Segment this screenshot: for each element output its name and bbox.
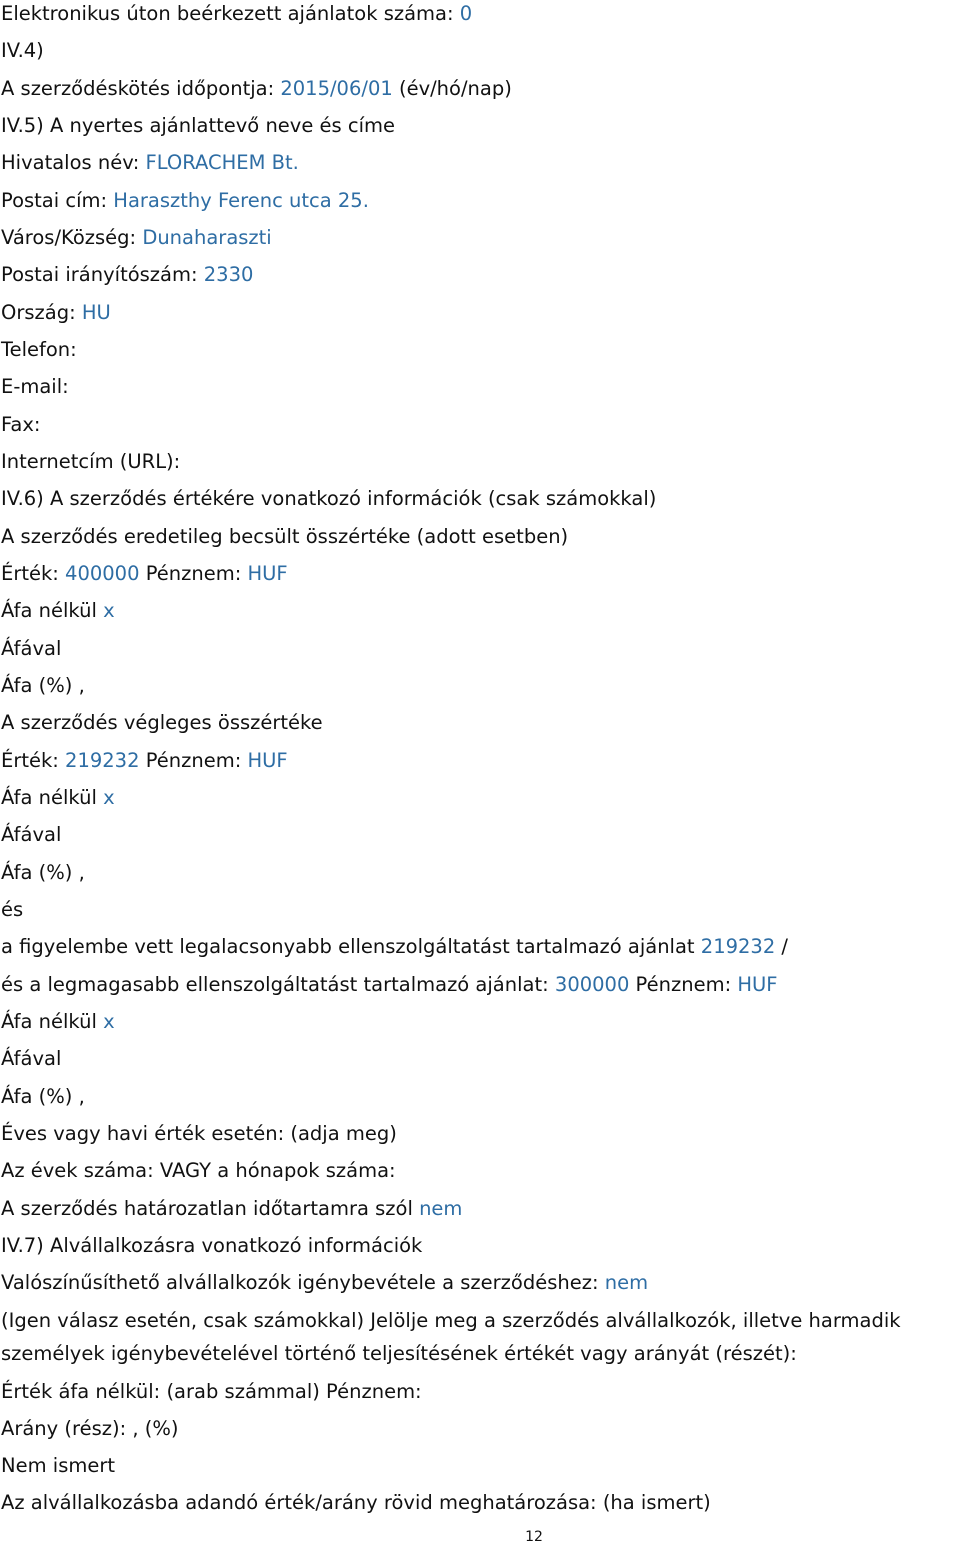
line-label: Hivatalos név: bbox=[1, 151, 146, 174]
document-line bbox=[1, 749, 288, 773]
line-label: Az alvállalkozásba adandó érték/arány rövid meghatározása: (ha ismert) bbox=[1, 1491, 711, 1514]
line-label: IV.7) Alvállalkozásra vonatkozó információk bbox=[1, 1234, 423, 1257]
document-line bbox=[1, 487, 656, 511]
document-line bbox=[1, 375, 69, 399]
line-label: Arány (rész): , (%) bbox=[1, 1417, 179, 1440]
document-line bbox=[1, 1122, 397, 1146]
line-label: Pénznem: bbox=[629, 973, 738, 996]
line-label: személyek igénybevételével történő teljesítésének értékét vagy arányát (részét): bbox=[1, 1342, 797, 1365]
document-line bbox=[1, 599, 115, 623]
document-line bbox=[1, 189, 369, 213]
document-line bbox=[1, 1454, 115, 1478]
line-label: Áfával bbox=[1, 823, 62, 846]
line-label: Nem ismert bbox=[1, 1454, 116, 1477]
document-line bbox=[1, 1417, 179, 1441]
document-line bbox=[1, 1271, 648, 1295]
document-line bbox=[1, 711, 323, 735]
document-line bbox=[1, 562, 288, 586]
line-value: 219232 bbox=[65, 749, 140, 772]
line-label: Áfa (%) , bbox=[1, 674, 85, 697]
line-label: Áfa nélkül bbox=[1, 1010, 104, 1033]
line-value: x bbox=[103, 1010, 115, 1033]
line-label: Pénznem: bbox=[139, 749, 248, 772]
line-label: Áfa (%) , bbox=[1, 1085, 85, 1108]
document-line bbox=[1, 935, 788, 959]
document-line bbox=[1, 301, 111, 325]
line-label: Postai cím: bbox=[1, 189, 114, 212]
line-value: x bbox=[103, 786, 115, 809]
line-label: Éves vagy havi érték esetén: (adja meg) bbox=[1, 1122, 397, 1145]
document-line bbox=[1, 1234, 422, 1258]
line-value: HUF bbox=[247, 749, 288, 772]
line-value: Dunaharaszti bbox=[142, 226, 272, 249]
line-label: (Igen válasz esetén, csak számokkal) Jelölje meg a szerződés alvállalkozók, illetve harmadik bbox=[1, 1309, 901, 1332]
document-line bbox=[1, 39, 44, 63]
document-line bbox=[1, 1342, 797, 1366]
line-label: Valószínűsíthető alvállalkozók igénybevétele a szerződéshez: bbox=[1, 1271, 605, 1294]
line-value: nem bbox=[604, 1271, 649, 1294]
line-label: Áfa (%) , bbox=[1, 861, 85, 884]
line-label: IV.4) bbox=[1, 39, 44, 62]
line-value: FLORACHEM Bt. bbox=[145, 151, 299, 174]
document-line bbox=[1, 861, 85, 885]
document-line bbox=[1, 413, 41, 437]
document-line bbox=[1, 1159, 396, 1183]
line-label: A szerződés határozatlan időtartamra szól bbox=[1, 1197, 420, 1220]
line-value: Haraszthy Ferenc utca 25. bbox=[113, 189, 369, 212]
document-line bbox=[1, 823, 61, 847]
line-value: x bbox=[103, 599, 115, 622]
document-line bbox=[1, 263, 253, 287]
line-label: Áfával bbox=[1, 1047, 62, 1070]
line-label: Érték: bbox=[1, 749, 66, 772]
line-label: E-mail: bbox=[1, 375, 69, 398]
line-label: Telefon: bbox=[1, 338, 77, 361]
line-value: HUF bbox=[247, 562, 288, 585]
document-line bbox=[1, 1047, 61, 1071]
line-label: és bbox=[1, 898, 24, 921]
line-value: 0 bbox=[459, 2, 473, 25]
line-label: A szerződés eredetileg becsült összértéke (adott esetben) bbox=[1, 525, 569, 548]
document-line bbox=[1, 637, 61, 661]
line-label: Érték: bbox=[1, 562, 66, 585]
line-label: IV.6) A szerződés értékére vonatkozó információk (csak számokkal) bbox=[1, 487, 657, 510]
document-line bbox=[1, 525, 568, 549]
line-label: / bbox=[775, 935, 789, 958]
line-label: Az évek száma: VAGY a hónapok száma: bbox=[1, 1159, 396, 1182]
line-value: 2015/06/01 bbox=[280, 77, 393, 100]
line-label: Város/Község: bbox=[1, 226, 143, 249]
document-line bbox=[1, 1010, 115, 1034]
line-value: HUF bbox=[737, 973, 778, 996]
document-line bbox=[1, 1491, 711, 1515]
document-line bbox=[1, 1380, 422, 1404]
line-value: 300000 bbox=[554, 973, 630, 996]
line-label: Fax: bbox=[1, 413, 41, 436]
document-line bbox=[1, 973, 778, 997]
line-label: IV.5) A nyertes ajánlattevő neve és címe bbox=[1, 114, 396, 137]
line-label: A szerződéskötés időpontja: bbox=[1, 77, 281, 100]
line-label: és a legmagasabb ellenszolgáltatást tartalmazó ajánlat: bbox=[1, 973, 555, 996]
line-value: nem bbox=[419, 1197, 463, 1220]
document-line bbox=[1, 77, 512, 101]
document-line bbox=[1, 226, 272, 250]
document-line bbox=[1, 338, 77, 362]
document-line bbox=[1, 786, 115, 810]
line-label: Ország: bbox=[1, 301, 82, 324]
line-label: Érték áfa nélkül: (arab számmal) Pénznem: bbox=[1, 1380, 422, 1403]
page-number: 12 bbox=[525, 1529, 543, 1545]
document-line bbox=[1, 1197, 462, 1221]
line-value: HU bbox=[81, 301, 111, 324]
line-label: (év/hó/nap) bbox=[392, 77, 512, 100]
line-label: Internetcím (URL): bbox=[1, 450, 181, 473]
line-value: 2330 bbox=[203, 263, 254, 286]
document-line bbox=[1, 1085, 85, 1109]
document-line bbox=[1, 898, 23, 922]
line-value: 400000 bbox=[65, 562, 140, 585]
line-label: a figyelembe vett legalacsonyabb ellenszolgáltatást tartalmazó ajánlat bbox=[1, 935, 701, 958]
line-label: A szerződés végleges összértéke bbox=[1, 711, 323, 734]
document-line bbox=[1, 2, 472, 26]
line-label: Postai irányítószám: bbox=[1, 263, 204, 286]
line-label: Áfával bbox=[1, 637, 62, 660]
document-line bbox=[1, 151, 299, 175]
line-value: 219232 bbox=[700, 935, 776, 958]
document-line bbox=[1, 114, 395, 138]
line-label: Elektronikus úton beérkezett ajánlatok száma: bbox=[1, 2, 460, 25]
document-line bbox=[1, 674, 85, 698]
line-label: Áfa nélkül bbox=[1, 786, 104, 809]
line-label: Áfa nélkül bbox=[1, 599, 104, 622]
document-line bbox=[1, 450, 180, 474]
line-label: Pénznem: bbox=[139, 562, 248, 585]
document-line bbox=[1, 1309, 901, 1333]
